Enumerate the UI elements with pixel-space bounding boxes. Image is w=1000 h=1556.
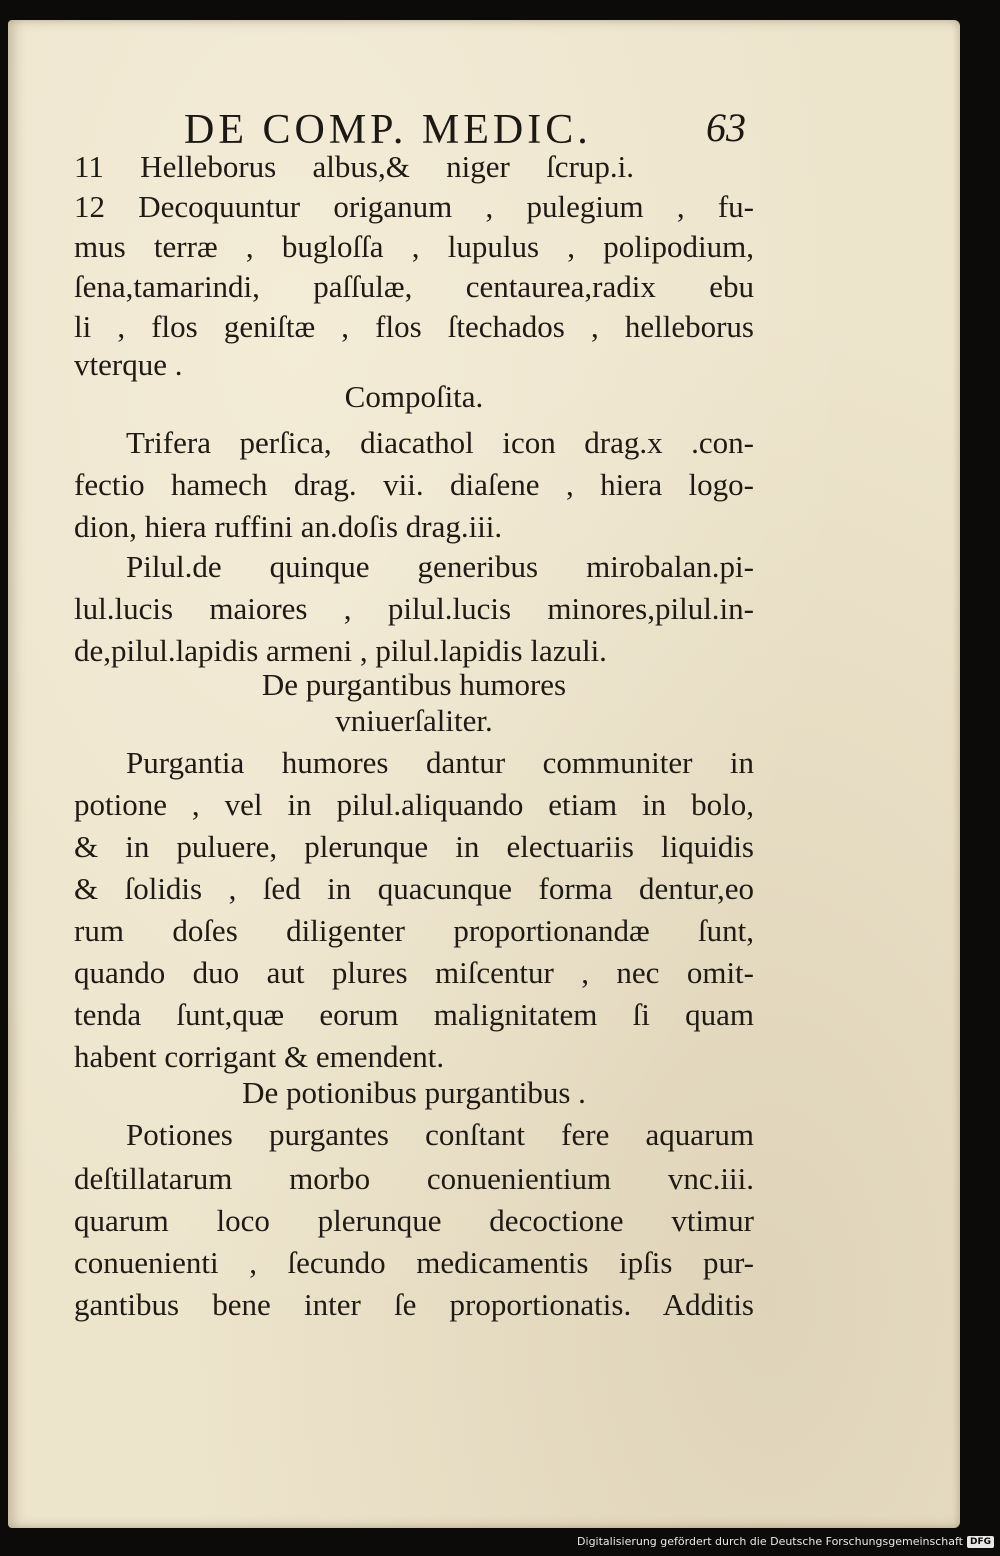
text-line: tenda ſunt,quæ eorum malignitatem ſi quam [74,997,754,1032]
text-line: habent corrigant & emendent. [74,1039,445,1074]
credit-text: Digitalisierung gefördert durch die Deutsche Forschungsgemeinschaft [577,1535,963,1548]
section-heading: De purgantibus humores [261,667,567,702]
text-line: Purgantia humores dantur communiter in [126,745,754,780]
text-line: conuenienti , ſecundo medicamentis ipſis pur- [74,1245,754,1280]
text-line: dion, hiera ruffini an.doſis drag.iii. [74,509,503,544]
text-line: Trifera perſica, diacathol icon drag.x .con- [126,425,754,460]
text-line: Potiones purgantes conſtant fere aquarum [126,1117,754,1152]
section-heading: De potionibus purgantibus . [242,1075,586,1110]
text-line: gantibus bene inter ſe proportionatis. Additis [74,1287,754,1322]
text-line: & ſolidis , ſed in quacunque forma dentur,eo [74,871,754,906]
text-line: rum doſes diligenter proportionandæ ſunt, [74,913,754,948]
book-page [8,20,960,1528]
page-number: 63 [706,105,746,150]
text-line: Pilul.de quinque generibus mirobalan.pi- [126,549,754,584]
text-line: quando duo aut plures miſcentur , nec omit- [74,955,754,990]
section-heading: vniuerſaliter. [335,703,493,738]
text-line: & in puluere, plerunque in electuariis liquidis [74,829,754,864]
text-line: deſtillatarum morbo conuenientium vnc.iii. [74,1161,754,1196]
section-heading: Compoſita. [344,379,484,414]
text-line: potione , vel in pilul.aliquando etiam in bolo, [74,787,754,822]
text-line: ſena,tamarindi, paſſulæ, centaurea,radix ebu [74,269,754,304]
text-line: li , flos geniſtæ , flos ſtechados , helleborus [74,309,754,344]
text-line: 11 Helleborus albus,& niger ſcrup.i. [74,149,634,184]
text-line: de,pilul.lapidis armeni , pilul.lapidis lazuli. [74,633,607,668]
running-title: DE COMP. MEDIC. [184,107,592,153]
text-line: vterque . [74,347,183,382]
text-line: 12 Decoquuntur origanum , pulegium , fu- [74,189,754,224]
text-line: quarum loco plerunque decoctione vtimur [74,1203,754,1238]
dfg-logo: DFG [967,1536,994,1548]
text-line: lul.lucis maiores , pilul.lucis minores,pilul.in- [74,591,754,626]
text-line: fectio hamech drag. vii. diaſene , hiera logo- [74,467,754,502]
digitization-credit [577,1535,994,1548]
text-line: mus terræ , bugloſſa , lupulus , polipodium, [74,229,754,264]
